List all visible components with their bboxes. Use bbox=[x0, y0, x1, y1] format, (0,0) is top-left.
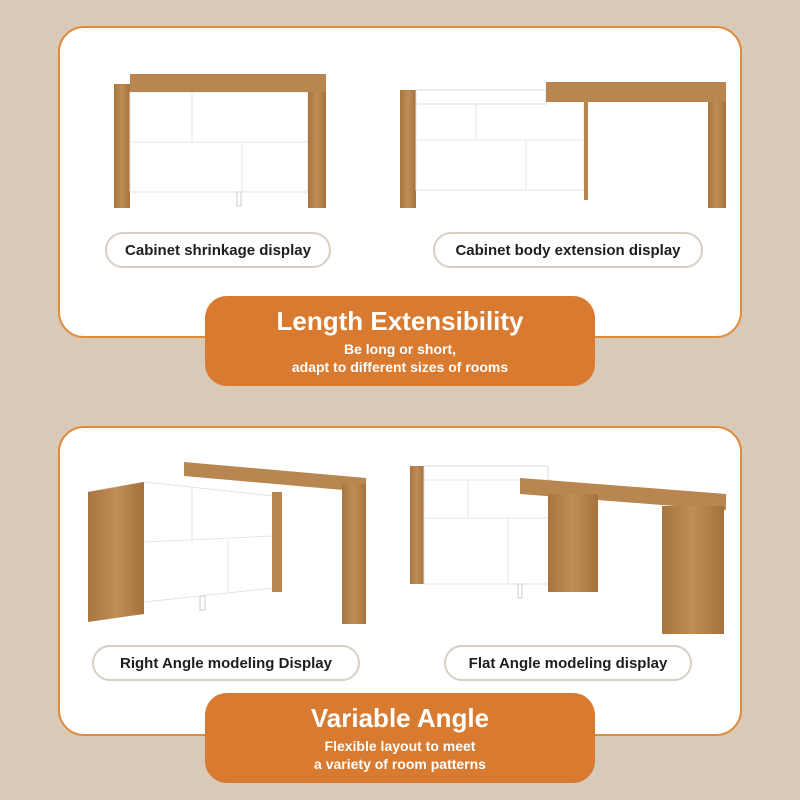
cabinet-shrinkage-caption: Cabinet shrinkage display bbox=[105, 232, 331, 268]
variable-angle-banner bbox=[205, 693, 595, 783]
banner-subtitle-line-1: Flexible layout to meet bbox=[324, 738, 476, 754]
right-angle-cabinet-image bbox=[88, 456, 370, 628]
banner-title: Length Extensibility bbox=[276, 306, 524, 336]
cabinet-extension-image bbox=[398, 80, 730, 212]
banner-subtitle-line-2: a variety of room patterns bbox=[314, 756, 486, 772]
banner-title: Variable Angle bbox=[310, 703, 490, 733]
banner-subtitle-line-1: Be long or short, bbox=[344, 341, 456, 357]
right-angle-caption: Right Angle modeling Display bbox=[92, 645, 360, 681]
flat-angle-cabinet-image bbox=[408, 458, 732, 638]
cabinet-extension-caption: Cabinet body extension display bbox=[433, 232, 703, 268]
cabinet-shrinkage-image bbox=[112, 72, 332, 212]
length-extensibility-banner bbox=[205, 296, 595, 386]
banner-subtitle-line-2: adapt to different sizes of rooms bbox=[291, 359, 509, 375]
flat-angle-caption: Flat Angle modeling display bbox=[444, 645, 692, 681]
